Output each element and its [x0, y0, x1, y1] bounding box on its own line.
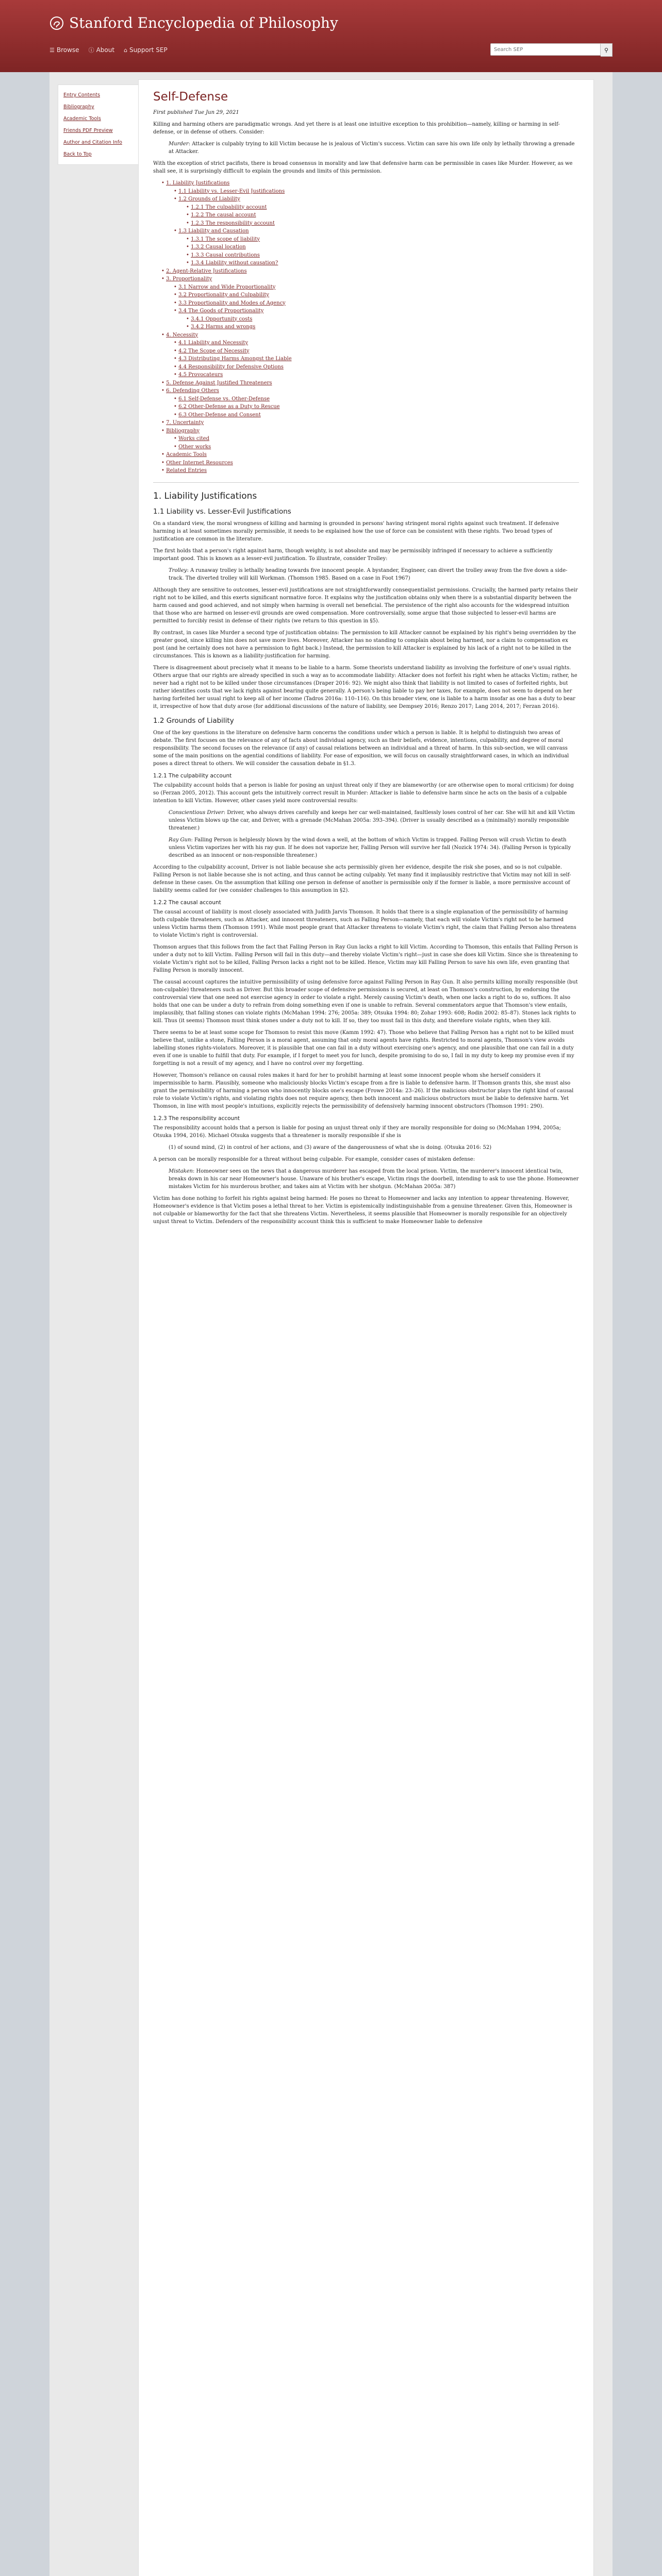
example-label: Trolley: [169, 567, 187, 573]
toc-item[interactable]: • Other works: [174, 444, 211, 450]
body-paragraph: However, Thomson's reliance on causal roles makes it hard for her to prohibit harming at least some innocent people whom she herself considers it impermissible to harm. Plausibly, someone who maliciously blocks Victim's escape from a fire is liable to defensive harm. If Thomson grants this, she must also grant the permissibility of harming a person who innocently blocks one's escape (Frowe 2014a: 23–26). If the malicious obstructor plays the right kind of causal role to violate Victim's rights, and violating rights does not require agency, then both innocent and malicious obstructors must be liable to defensive harm. Yet Thomson, in line with most people's intuitions, explicitly rejects the permissibility of defensively harming innocent obstructors (Thomson 1991: 290).: [153, 1072, 574, 1109]
toc-item[interactable]: • 1.3.3 Causal contributions: [186, 252, 260, 258]
intro-paragraph: With the exception of strict pacifists, there is broad consensus in morality and law that defensive harm can be permissible in cases like Murder. However, as we shall see, it is surprisingly difficult to explain the grounds and limits of this permission.: [153, 161, 573, 174]
toc-item[interactable]: • 4.3 Distributing Harms Amongst the Liable: [174, 356, 292, 362]
search-button[interactable]: [601, 43, 613, 57]
toc-link[interactable]: 1.2 Grounds of Liability: [178, 196, 240, 202]
subsubsection-heading: 1.2.1 The culpability account: [153, 772, 232, 779]
toc-item[interactable]: • 1.2.1 The culpability account: [186, 204, 267, 210]
body-paragraph: According to the culpability account, Driver is not liable because she acts permissibly given her evidence, despite the risk she poses, and so is not culpable. Falling Person is not liable because she is not acting, and thus cannot be acting culpably. Yet many find it implausibly restrictive that Victim may not kill in self-defense in these cases. On the assumption that killing one person in defense of another is permissible only if the former is liable, a more permissive account of liability seems called for (we consider challenges to this assumption in §2).: [153, 864, 571, 893]
toc-item[interactable]: • 1.2.3 The responsibility account: [186, 220, 275, 226]
toc-item[interactable]: • 2. Agent-Relative Justifications: [161, 268, 247, 274]
toc-link[interactable]: 3.1 Narrow and Wide Proportionality: [178, 284, 276, 290]
toc-item[interactable]: • Related Entries: [161, 468, 207, 473]
toc-link[interactable]: 1.3.4 Liability without causation?: [191, 260, 278, 266]
toc-item[interactable]: • 3.4.2 Harms and wrongs: [186, 324, 256, 330]
subsubsection-heading: 1.2.3 The responsibility account: [153, 1115, 240, 1122]
body-paragraph: The culpability account holds that a person is liable for posing an unjust threat only if they are blameworthy (or are otherwise open to moral criticism) for doing so (Ferzan 2005, 2012). This account gets the intuitively correct result in Murder: Attacker is liable to defensive harm since he acts on the basis of a culpable intention to kill Victim. However, other cases yield more controversial results:: [153, 782, 574, 804]
example-murder: [169, 140, 579, 156]
nav-about[interactable]: [89, 46, 114, 54]
body-paragraph: The causal account of liability is most closely associated with Judith Jarvis Thomson. It holds that there is a single explanation of the permissibility of harming both culpable threateners, such as Attacker, and innocent threateners, such as Falling Person—namely, that each will violate Victim's right not to be harmed unless Victim harms them (Thomson 1991). While most people grant that Attacker threatens to violate Victim's right, the claim that Falling Person also threatens to violate Victim's right is controversial.: [153, 909, 576, 938]
toc-link[interactable]: 1. Liability Justifications: [166, 180, 230, 186]
example-text: : Driver, who always drives carefully and keeps her car well-maintained, faultlessly loses control of her car. She will hit and kill Victim unless Victim blows up the car, and Driver, with a grenade (McMahan 2005a: 393–394). (Driver is usually described as a (minimally) morally responsible threatener.): [169, 809, 575, 831]
toc-link[interactable]: Other Internet Resources: [166, 460, 233, 466]
body-paragraph: Thomson argues that this follows from the fact that Falling Person in Ray Gun lacks a right to kill Victim. According to Thomson, this entails that Falling Person is under a duty not to kill Victim. Falling Person will fail in this duty—and thereby violate Victim's right—just in case she does kill Victim. Since she is threatening to violate Victim's right not to be killed, Falling Person lacks a right not to be killed. Hence, Victim may kill Falling Person to save his own life, even granting that Falling Person is morally innocent.: [153, 944, 578, 973]
toc-item[interactable]: • 7. Uncertainty: [161, 420, 204, 426]
search-form: [490, 43, 613, 57]
toc-item[interactable]: • 1.2 Grounds of Liability: [174, 196, 240, 202]
example-text: : Homeowner sees on the news that a dangerous murderer has escaped from the local prison. Victim, the murderer's innocent identical twin, breaks down in his car near Homeowner's house. Unaware of his brother's escape, Victim rings the doorbell, intending to ask to use the phone. Homeowner mistakes Victim for his murderous brother, and takes aim at Victim with her shotgun. (McMahan 2005a: 387): [169, 1168, 579, 1190]
toc-link[interactable]: 6.3 Other-Defense and Consent: [178, 412, 261, 418]
search-icon: ⚲: [604, 46, 609, 54]
sidebar-friends-pdf[interactable]: Friends PDF Preview: [63, 128, 113, 133]
toc-item[interactable]: • 6.1 Self-Defense vs. Other-Defense: [174, 396, 270, 402]
toc-item[interactable]: • 1.3.4 Liability without causation?: [186, 260, 278, 266]
toc-link[interactable]: 1.1 Liability vs. Lesser-Evil Justifications: [178, 188, 285, 194]
toc-item[interactable]: • Works cited: [174, 436, 209, 442]
search-input[interactable]: [490, 43, 601, 56]
nav-about-label: About: [96, 46, 115, 54]
toc-link[interactable]: 1.3 Liability and Causation: [178, 228, 249, 234]
body-paragraph: One of the key questions in the literature on defensive harm concerns the conditions under which a person is liable. It is helpful to distinguish two areas of debate. The first focuses on the relevance of any of facts about individual agency, such as their beliefs, evidence, intentions, culpability, and degree of moral responsibility. The second focuses on the relevance (if any) of causal relations between an individual and a threat of harm. In this sub-section, we will canvass some of the main positions on the agential conditions of liability. For ease of exposition, we will focus on causally straightforward cases, in which an individual poses a direct threat to others. We will consider the causation debate in §1.3.: [153, 730, 569, 767]
body-paragraph: The causal account captures the intuitive permissibility of using defensive force against Falling Person in Ray Gun. It also permits killing morally responsible (but non-culpable) threateners such as Driver. But this broader scope of defensive permissions is secured, at least on Thomson's construction, by endorsing the controversial view that one need not exercise agency in order to violate a right. Merely causing Victim's death, when one lacks a right to do so, suffices. It also holds that one can be under a duty to refrain from doing something even if one is unable to refrain. Several commentators argue that Thomson's view entails, implausibly, that falling stones can violate rights (McMahan 1994: 276; 2005a: 389; Otsuka 1994: 80; Zohar 1993: 608; Rodin 2002: 85–87). Stones lack rights to kill. Thus (it seems) Thomson must think stones under a duty not to kill. If so, they too must fail in this duty, and therefore violate rights, when they kill.: [153, 979, 578, 1024]
toc-item[interactable]: • 1.3 Liability and Causation: [174, 228, 249, 234]
toc-link[interactable]: 1.3.3 Causal contributions: [191, 252, 260, 258]
menu-icon: ☰: [49, 46, 55, 54]
sidebar-entry-contents[interactable]: Entry Contents: [63, 92, 101, 98]
example-label: Murder: [169, 141, 189, 147]
toc-link[interactable]: 3.2 Proportionality and Culpability: [178, 292, 270, 298]
toc-item[interactable]: • 4.2 The Scope of Necessity: [174, 348, 250, 354]
toc-link[interactable]: 1.3.2 Causal location: [191, 244, 246, 250]
sidebar-author-citation[interactable]: Author and Citation Info: [63, 140, 122, 145]
masthead: [0, 0, 662, 72]
toc-link[interactable]: 4.1 Liability and Necessity: [178, 340, 249, 346]
toc-item[interactable]: • 1.3.1 The scope of liability: [186, 236, 260, 242]
example-text: : Falling Person is helplessly blown by the wind down a well, at the bottom of which Victim is trapped. Falling Person will crush Victim to death unless Victim vaporizes her with his ray gun. If he does not vaporize her, Falling Person will survive her fall (Nozick 1974: 34). (Falling Person is typically described as an innocent or non-responsible threatener.): [169, 837, 571, 858]
toc-item[interactable]: • 3.4 The Goods of Proportionality: [174, 308, 264, 314]
example-label: Mistaken: [169, 1168, 193, 1174]
nav-browse-label: Browse: [56, 46, 79, 54]
toc-item[interactable]: • 3.2 Proportionality and Culpability: [174, 292, 270, 298]
body-paragraph: A person can be morally responsible for a threat without being culpable. For example, consider cases of mistaken defense:: [153, 1156, 475, 1162]
toc-link[interactable]: 1.2.1 The culpability account: [191, 204, 267, 210]
site-title: Stanford Encyclopedia of Philosophy: [69, 14, 338, 31]
toc-link[interactable]: 4. Necessity: [166, 332, 198, 338]
toc-link[interactable]: 3.3 Proportionality and Modes of Agency: [178, 300, 286, 306]
toc-link[interactable]: 6.2 Other-Defense as a Duty to Rescue: [178, 404, 280, 410]
body-paragraph: Victim has done nothing to forfeit his rights against being harmed: He poses no threat to Homeowner and lacks any intention to appear threatening. However, Homeowner's evidence is that Victim poses a lethal threat to her. Victim is epistemically indistinguishable from a genuine threatener. Given this, Homeowner is not culpable or blameworthy for the fact that she threatens Victim. Nevertheless, it seems plausible that Homeowner is morally responsible for an objectively unjust threat to Victim. Defenders of the responsibility account think this is sufficient to make Homeowner liable to defensive: [153, 1195, 572, 1225]
toc-item[interactable]: • 4.1 Liability and Necessity: [174, 340, 249, 346]
body-paragraph: By contrast, in cases like Murder a second type of justification obtains: The permission to kill Attacker cannot be explained by his right's being overridden by the greater good, since killing him does not save more lives. Moreover, Attacker has no standing to complain about being harmed, nor a claim to compensation ex post (and he certainly does not have a permission to fight back.) Instead, the permission to kill Attacker is explained by his lack of a right not to be killed in the circumstances. This is known as a liability-justification for harming.: [153, 630, 576, 659]
entry-content: [138, 79, 594, 2576]
toc-link[interactable]: 6. Defending Others: [166, 388, 219, 394]
toc-link[interactable]: 4.4 Responsibility for Defensive Options: [178, 364, 284, 370]
sidebar-academic-tools[interactable]: Academic Tools: [63, 116, 101, 122]
toc-link[interactable]: Bibliography: [166, 428, 200, 434]
subsection-heading: 1.2 Grounds of Liability: [153, 716, 234, 725]
bank-icon: ⌂: [124, 46, 128, 54]
toc-link[interactable]: 4.2 The Scope of Necessity: [178, 348, 250, 354]
toc-item[interactable]: • 4. Necessity: [161, 332, 198, 338]
toc-item[interactable]: • 3.1 Narrow and Wide Proportionality: [174, 284, 276, 290]
toc-item[interactable]: • 4.4 Responsibility for Defensive Options: [174, 364, 284, 370]
toc-link[interactable]: 3. Proportionality: [166, 276, 212, 282]
example-ray-gun: [169, 836, 579, 859]
example-text: : Attacker is culpably trying to kill Victim because he is jealous of Victim's success. Victim can save his own life only by lethally throwing a grenade at Attacker.: [169, 141, 575, 155]
example-mistaken: [169, 1167, 579, 1191]
toc-item[interactable]: • 1. Liability Justifications: [161, 180, 230, 186]
sidebar-bibliography[interactable]: Bibliography: [63, 104, 94, 110]
toc-item[interactable]: • 3.3 Proportionality and Modes of Agency: [174, 300, 286, 306]
section-heading: 1. Liability Justifications: [153, 490, 257, 501]
nav-support[interactable]: [124, 46, 168, 54]
page-container: [49, 72, 613, 2576]
sidebar-back-to-top[interactable]: Back to Top: [63, 151, 92, 157]
toc-link[interactable]: 4.3 Distributing Harms Amongst the Liable: [178, 356, 292, 362]
table-of-contents: [161, 179, 579, 475]
toc-link[interactable]: Other works: [178, 444, 211, 450]
example-label: Conscientious Driver: [169, 809, 224, 816]
example-text: : A runaway trolley is lethally heading towards five innocent people. A bystander, Engineer, can divert the trolley away from the five down a side-track. The diverted trolley will kill Workman. (Thomson 1985. Based on a case in Foot 1967): [169, 567, 568, 581]
body-paragraph: There is disagreement about precisely what it means to be liable to a harm. Some theorists understand liability as involving the forfeiture of one's usual rights. Others argue that our rights are already specified in such a way as to accommodate liability: Attacker does not forfeit his right when he attacks Victim; rather, he never had a right not to be killed under those circumstances (Draper 2016: 92). We might also think that liability is not limited to cases of forfeited rights, but rather identifies costs that we lack rights against bearing quite generally. A person's being liable to pay her taxes, for example, does not seem to depend on her having forfeited her usual right to keep all of her income (Tadros 2016a: 110–116). On this broader view, one is liable to a harm insofar as one has a duty to bear it, irrespective of how that duty arose (for additional discussions of the nature of liability, see Dempsey 2016; Renzo 2017; Lang 2014, 2017; Ferzan 2016).: [153, 665, 577, 709]
toc-link[interactable]: 7. Uncertainty: [166, 420, 204, 426]
page-title: Self-Defense: [153, 90, 228, 104]
toc-link[interactable]: 3.4.1 Opportunity costs: [191, 316, 253, 322]
toc-item[interactable]: • Academic Tools: [161, 452, 207, 457]
body-paragraph: There seems to be at least some scope for Thomson to resist this move (Kamm 1992: 47). Those who believe that Falling Person has a right not to be killed must believe that, unlike a stone, Falling Person is a moral agent, assuming that only moral agents have rights. Restricted to moral agents, Thomson's view avoids labelling stones rights-violators. Moreover, it is plausible that one can fail in a duty without exercising one's agency, and one plausible that one can fail in a duty even if one is unable to fulfill that duty. For example, if I forget to meet you for lunch, despite promising to do so, I fail in my duty to keep my promise even if my forgetting is not a result of my agency, and I have no control over my forgetting.: [153, 1029, 574, 1066]
toc-item[interactable]: • Bibliography: [161, 428, 200, 434]
nav-browse[interactable]: [49, 46, 79, 54]
top-navbar: [49, 43, 613, 57]
toc-item[interactable]: • Other Internet Resources: [161, 460, 233, 466]
sidebar: [58, 84, 145, 165]
toc-link[interactable]: 6.1 Self-Defense vs. Other-Defense: [178, 396, 270, 402]
info-icon: ⓘ: [88, 47, 94, 54]
toc-link[interactable]: 4.5 Provocateurs: [178, 372, 223, 378]
toc-link[interactable]: 2. Agent-Relative Justifications: [166, 268, 247, 274]
body-paragraph: Although they are sensitive to outcomes, lesser-evil justifications are not straightforwardly consequentialist permissions. Crucially, the harmed party retains their right not to be killed, and this exerts significant normative force. It explains why the justification obtains only when there is a substantial disparity between the harm caused and good achieved, and not simply when harming is overall net beneficial. The persistence of the right also accounts for the widespread intuition that those who are harmed on lesser-evil grounds are owed compensation. More controversially, some argue that those subjected to lesser-evil harms are permitted to forcibly resist in defense of their rights (we return to this question in §5).: [153, 587, 578, 624]
intro-paragraph: Killing and harming others are paradigmatic wrongs. And yet there is at least one intuitive exception to this prohibition—namely, killing or harming in self-defense, or in defense of others. Consider:: [153, 122, 560, 135]
sep-logo-icon: [49, 16, 64, 30]
site-brand[interactable]: [49, 14, 613, 31]
toc-item[interactable]: • 6. Defending Others: [161, 388, 219, 394]
toc-link[interactable]: 3.4.2 Harms and wrongs: [191, 324, 256, 330]
example-conscientious-driver: [169, 809, 579, 832]
toc-item[interactable]: • 6.3 Other-Defense and Consent: [174, 412, 261, 418]
example-trolley: [169, 567, 579, 582]
responsibility-conditions: (1) of sound mind, (2) in control of her actions, and (3) aware of the dangerousness of what she is doing. (Otsuka 2016: 52): [169, 1144, 492, 1150]
subsection-heading: 1.1 Liability vs. Lesser-Evil Justifications: [153, 507, 291, 516]
publication-info: First published Tue Jun 29, 2021: [153, 110, 239, 115]
toc-link[interactable]: Related Entries: [166, 468, 207, 473]
toc-item[interactable]: • 1.2.2 The causal account: [186, 212, 256, 218]
toc-item[interactable]: • 3.4.1 Opportunity costs: [186, 316, 253, 322]
nav-support-label: Support SEP: [129, 46, 168, 54]
toc-link[interactable]: Academic Tools: [166, 452, 207, 457]
toc-link[interactable]: 1.2.3 The responsibility account: [191, 220, 275, 226]
body-paragraph: The first holds that a person's right against harm, though weighty, is not absolute and may be permissibly infringed if necessary to achieve a sufficiently important good. This is known as a lesser-evil justification. To illustrate, consider Trolley:: [153, 548, 553, 562]
toc-link[interactable]: 1.2.2 The causal account: [191, 212, 256, 218]
toc-item[interactable]: • 4.5 Provocateurs: [174, 372, 223, 378]
toc-item[interactable]: • 1.1 Liability vs. Lesser-Evil Justifications: [174, 188, 285, 194]
toc-item[interactable]: • 1.3.2 Causal location: [186, 244, 246, 250]
divider: [153, 482, 579, 483]
toc-link[interactable]: 3.4 The Goods of Proportionality: [178, 308, 264, 314]
toc-item[interactable]: • 5. Defense Against Justified Threateners: [161, 380, 272, 386]
body-paragraph: The responsibility account holds that a person is liable for posing an unjust threat only if they are morally responsible for doing so (McMahan 1994, 2005a; Otsuka 1994, 2016). Michael Otsuka suggests that a threatener is morally responsible if she is: [153, 1125, 561, 1139]
example-label: Ray Gun: [169, 837, 191, 843]
body-paragraph: On a standard view, the moral wrongness of killing and harming is grounded in persons' having stringent moral rights against such treatment. If defensive harming is at least sometimes morally permissible, it needs to be explained how the use of force can be consistent with these rights. Two broad types of justification are common in the literature.: [153, 520, 559, 542]
toc-item[interactable]: • 6.2 Other-Defense as a Duty to Rescue: [174, 404, 280, 410]
toc-link[interactable]: 1.3.1 The scope of liability: [191, 236, 260, 242]
toc-item[interactable]: • 3. Proportionality: [161, 276, 212, 282]
subsubsection-heading: 1.2.2 The causal account: [153, 899, 221, 906]
toc-link[interactable]: 5. Defense Against Justified Threateners: [166, 380, 272, 386]
toc-link[interactable]: Works cited: [178, 436, 209, 442]
